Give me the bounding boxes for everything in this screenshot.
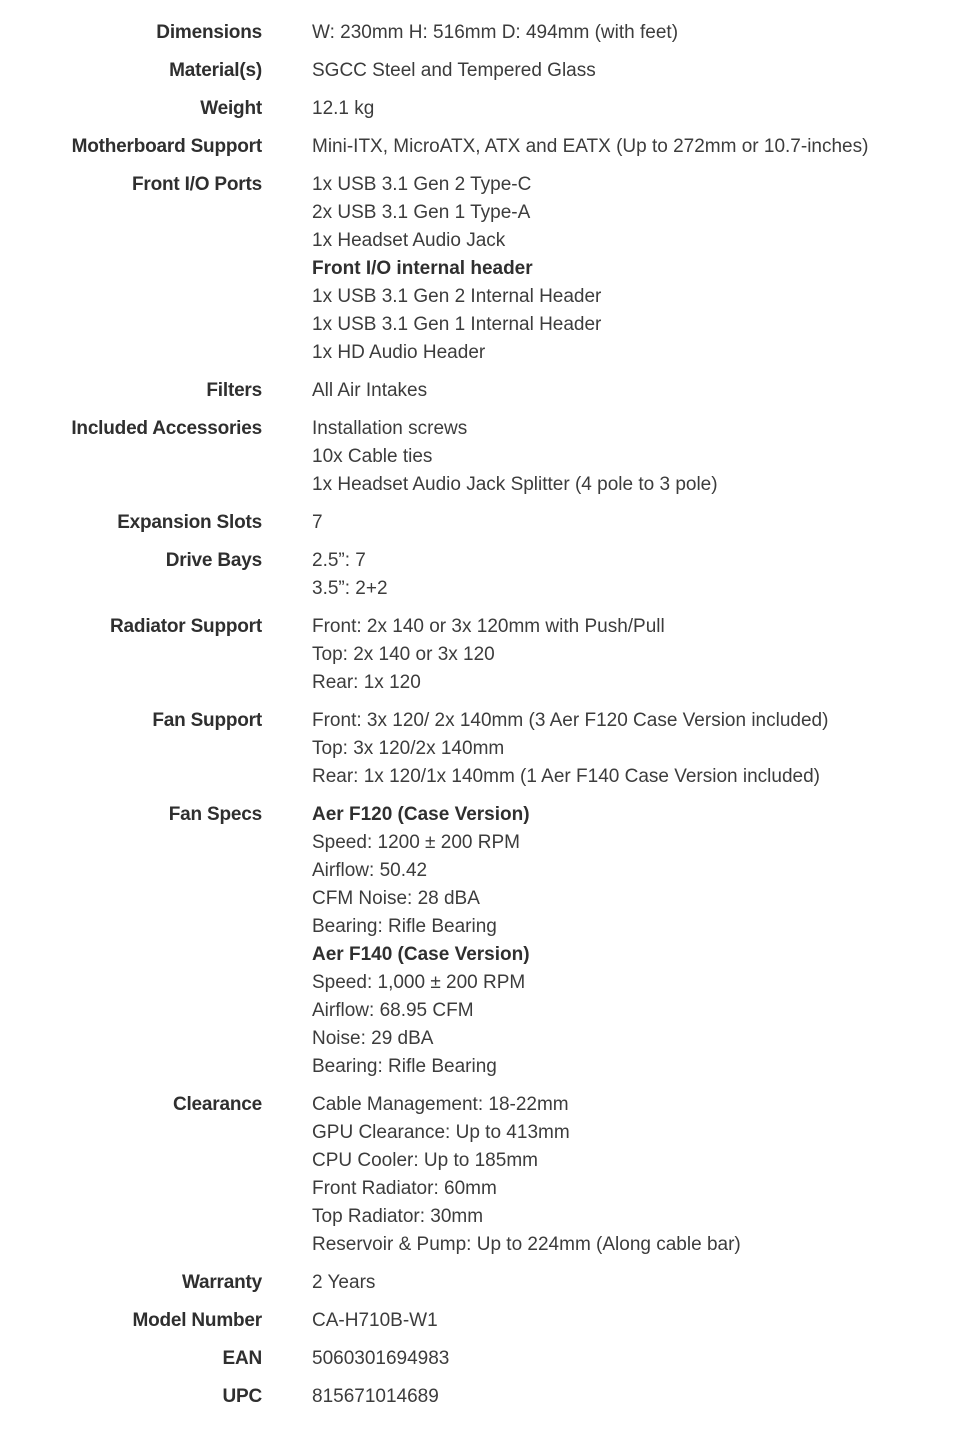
spec-subheading: Front I/O internal header [312,258,533,279]
spec-value-line: CPU Cooler: Up to 185mm [312,1150,538,1171]
spec-label: Radiator Support [110,616,262,637]
spec-label: Filters [206,380,262,401]
spec-value-line: W: 230mm H: 516mm D: 494mm (with feet) [312,22,679,43]
spec-value-line: Front: 2x 140 or 3x 120mm with Push/Pull [312,616,665,637]
spec-value-line: 1x HD Audio Header [312,342,486,363]
spec-value-line: 1x USB 3.1 Gen 2 Type-C [312,174,532,195]
spec-value-line: 1x Headset Audio Jack Splitter (4 pole to 3 pole) [312,474,718,495]
spec-value-line: CA-H710B-W1 [312,1310,438,1331]
spec-row [0,377,960,405]
spec-row [0,1345,960,1373]
spec-value [312,95,960,123]
spec-value-line: Front: 3x 120/ 2x 140mm (3 Aer F120 Case Version included) [312,710,829,731]
spec-value-line: 7 [312,512,323,533]
spec-label: Material(s) [169,60,262,81]
spec-row [0,1307,960,1335]
spec-label: Warranty [181,1272,262,1293]
spec-label: Clearance [172,1094,262,1115]
spec-value-line: Speed: 1200 ± 200 RPM [312,832,520,853]
spec-label: Fan Specs [168,804,262,825]
spec-value-line: 1x USB 3.1 Gen 1 Internal Header [312,314,602,335]
spec-value [312,547,960,603]
spec-value [312,613,960,697]
spec-value [312,801,960,1081]
spec-value-line: 2 Years [312,1272,376,1293]
spec-value-line: Top Radiator: 30mm [312,1206,484,1227]
spec-value-line: SGCC Steel and Tempered Glass [312,60,596,81]
spec-row [0,57,960,85]
spec-value [312,509,960,537]
spec-value-line: Front Radiator: 60mm [312,1178,497,1199]
spec-value-line: Airflow: 68.95 CFM [312,1000,474,1021]
spec-value [312,415,960,499]
spec-value-line: Bearing: Rifle Bearing [312,916,497,937]
spec-subheading: Aer F120 (Case Version) [312,804,530,825]
spec-value [312,1091,960,1259]
spec-value-line: 12.1 kg [312,98,375,119]
spec-row [0,171,960,367]
spec-value [312,1307,960,1335]
spec-value-line: Top: 3x 120/2x 140mm [312,738,505,759]
spec-value-line: Mini-ITX, MicroATX, ATX and EATX (Up to 272mm or 10.7-inches) [312,136,869,157]
spec-value [312,133,960,161]
spec-row [0,133,960,161]
spec-label: Included Accessories [71,418,262,439]
spec-row [0,19,960,47]
spec-value-line: 1x USB 3.1 Gen 2 Internal Header [312,286,602,307]
spec-label: EAN [222,1348,262,1369]
spec-value-line: Noise: 29 dBA [312,1028,434,1049]
spec-row [0,1269,960,1297]
spec-value-line: 815671014689 [312,1386,439,1407]
spec-value-line: 5060301694983 [312,1348,450,1369]
spec-row [0,801,960,1081]
spec-value-line: 2x USB 3.1 Gen 1 Type-A [312,202,531,223]
spec-value-line: Top: 2x 140 or 3x 120 [312,644,495,665]
spec-label: Fan Support [152,710,262,731]
spec-value-line: CFM Noise: 28 dBA [312,888,480,909]
spec-value-line: 10x Cable ties [312,446,433,467]
spec-value [312,171,960,367]
spec-row [0,415,960,499]
spec-value [312,377,960,405]
spec-subheading: Aer F140 (Case Version) [312,944,530,965]
spec-value-line: Speed: 1,000 ± 200 RPM [312,972,526,993]
spec-label: Model Number [132,1310,262,1331]
spec-value-line: 1x Headset Audio Jack [312,230,506,251]
spec-value-line: Rear: 1x 120/1x 140mm (1 Aer F140 Case Version included) [312,766,820,787]
spec-table [0,19,960,1421]
spec-value [312,1345,960,1373]
spec-row [0,1383,960,1411]
spec-value-line: Rear: 1x 120 [312,672,421,693]
spec-label: Front I/O Ports [131,174,262,195]
spec-label: Dimensions [156,22,262,43]
spec-value [312,707,960,791]
spec-row [0,547,960,603]
spec-row [0,509,960,537]
spec-label: Drive Bays [165,550,262,571]
spec-label: Weight [200,98,262,119]
spec-value-line: Airflow: 50.42 [312,860,428,881]
spec-row [0,707,960,791]
spec-value [312,1383,960,1411]
spec-label: Motherboard Support [71,136,262,157]
spec-value-line: Bearing: Rifle Bearing [312,1056,497,1077]
spec-value [312,57,960,85]
spec-value-line: GPU Clearance: Up to 413mm [312,1122,570,1143]
spec-value-line: 2.5”: 7 [312,550,366,571]
spec-value-line: 3.5”: 2+2 [312,578,388,599]
spec-row [0,1091,960,1259]
spec-value [312,19,960,47]
spec-value [312,1269,960,1297]
spec-label: UPC [222,1386,262,1407]
spec-value-line: Installation screws [312,418,468,439]
spec-value-line: All Air Intakes [312,380,428,401]
spec-value-line: Reservoir & Pump: Up to 224mm (Along cable bar) [312,1234,741,1255]
spec-row [0,95,960,123]
spec-row [0,613,960,697]
spec-label: Expansion Slots [117,512,262,533]
spec-value-line: Cable Management: 18-22mm [312,1094,569,1115]
